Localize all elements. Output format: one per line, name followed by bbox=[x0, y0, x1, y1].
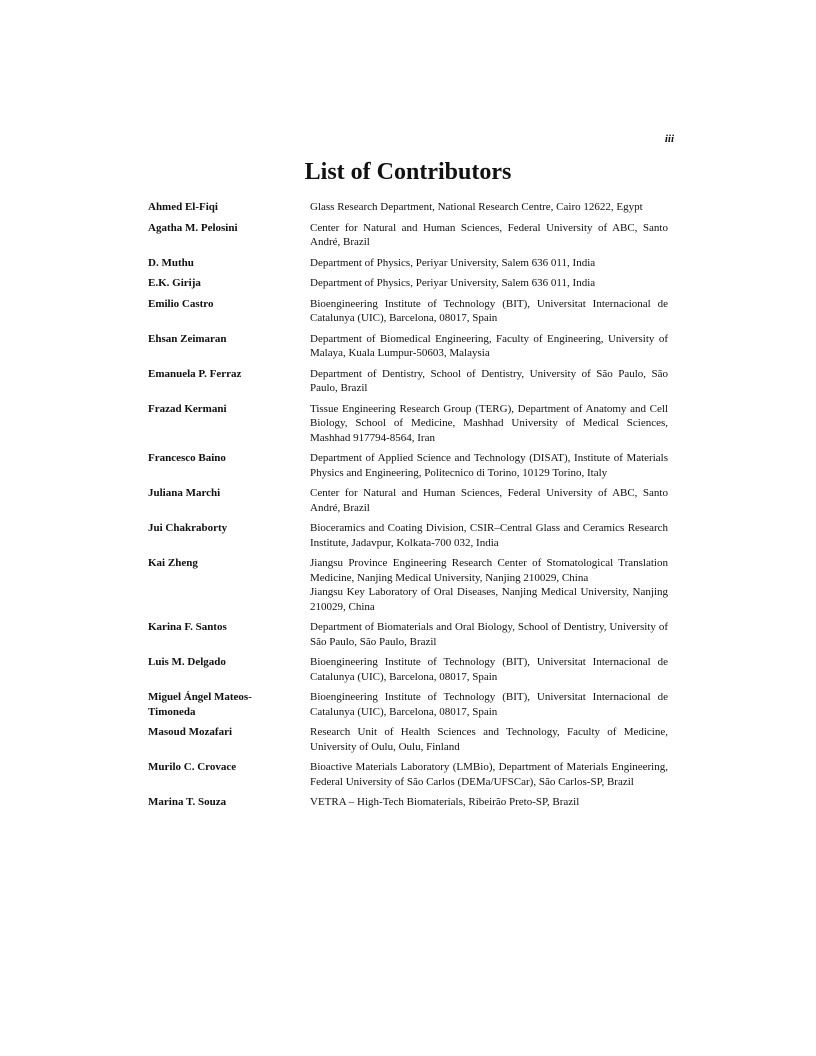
affiliation: Department of Dentistry, School of Dentistry, University of São Paulo, São Paulo, Brazil bbox=[310, 367, 668, 394]
contributor-entry bbox=[148, 221, 668, 250]
contributor-list bbox=[148, 200, 668, 816]
affiliation: Glass Research Department, National Research Centre, Cairo 12622, Egypt bbox=[310, 201, 643, 213]
contributor-name: Frazad Kermani bbox=[148, 402, 227, 415]
contributor-name: Juliana Marchi bbox=[148, 487, 221, 499]
contributor-entry bbox=[148, 725, 668, 754]
affiliation: Center for Natural and Human Sciences, Federal University of ABC, Santo André, Brazil bbox=[310, 487, 668, 514]
contributor-affiliations bbox=[310, 367, 668, 396]
affiliation: Center for Natural and Human Sciences, Federal University of ABC, Santo André, Brazil bbox=[310, 221, 668, 248]
affiliation: Bioengineering Institute of Technology (BIT), Universitat Internacional de Catalunya (UIC), Barcelona, 08017, Spain bbox=[310, 691, 668, 718]
contributor-affiliations bbox=[310, 486, 668, 515]
contributor-name: Marina T. Souza bbox=[148, 796, 227, 808]
contributor-name: Masoud Mozafari bbox=[148, 726, 233, 738]
contributor-name: Ehsan Zeimaran bbox=[148, 332, 227, 345]
contributor-name: Murilo C. Crovace bbox=[148, 761, 237, 773]
affiliation: Department of Biomedical Engineering, Faculty of Engineering, University of Malaya, Kuala Lumpur-50603, Malaysia bbox=[310, 332, 668, 359]
affiliation: Research Unit of Health Sciences and Technology, Faculty of Medicine, University of Oulu, Oulu, Finland bbox=[310, 726, 668, 753]
contributor-affiliations bbox=[310, 655, 668, 684]
contributor-name: Karina F. Santos bbox=[148, 621, 227, 633]
contributor-entry bbox=[148, 200, 668, 215]
contributor-affiliations bbox=[310, 521, 668, 550]
contributor-affiliations bbox=[310, 760, 668, 789]
contributor-entry bbox=[148, 795, 668, 810]
contributor-name: Agatha M. Pelosini bbox=[148, 221, 238, 234]
contributor-entry bbox=[148, 760, 668, 789]
contributor-affiliations bbox=[310, 332, 668, 361]
affiliation: Bioengineering Institute of Technology (BIT), Universitat Internacional de Catalunya (UIC), Barcelona, 08017, Spain bbox=[310, 656, 668, 683]
contributor-name: Emilio Castro bbox=[148, 297, 214, 310]
contributor-entry bbox=[148, 620, 668, 649]
contributor-affiliations bbox=[310, 725, 668, 754]
contributor-affiliations bbox=[310, 556, 668, 614]
contributor-name: E.K. Girija bbox=[148, 277, 201, 289]
contributor-affiliations bbox=[310, 402, 668, 446]
affiliation: Bioactive Materials Laboratory (LMBio), Department of Materials Engineering, Federal University of São Carlos (DEMa/UFSCar), São Carlos-SP, Brazil bbox=[310, 761, 668, 788]
contributor-entry bbox=[148, 256, 668, 271]
affiliation: Jiangsu Province Engineering Research Center of Stomatological Translation Medicine, Nanjing Medical University, Nanjing 210029, China bbox=[310, 557, 668, 584]
contributor-name: Francesco Baino bbox=[148, 452, 226, 464]
contributor-name: Emanuela P. Ferraz bbox=[148, 367, 242, 380]
contributor-affiliations bbox=[310, 297, 668, 326]
affiliation: Jiangsu Key Laboratory of Oral Diseases, Nanjing Medical University, Nanjing 210029, China bbox=[310, 586, 668, 613]
affiliation: Department of Physics, Periyar University, Salem 636 011, India bbox=[310, 256, 596, 269]
contributor-name: Ahmed El-Fiqi bbox=[148, 201, 218, 213]
contributor-entry bbox=[148, 521, 668, 550]
contributor-entry bbox=[148, 402, 668, 446]
contributor-affiliations bbox=[310, 256, 668, 271]
contributor-entry bbox=[148, 367, 668, 396]
page-number: iii bbox=[664, 133, 674, 145]
page-title: List of Contributors bbox=[304, 159, 512, 185]
affiliation: Department of Applied Science and Technology (DISAT), Institute of Materials Physics and Engineering, Politecnico di Torino, 10129 Torino, Italy bbox=[310, 452, 668, 479]
affiliation: Bioceramics and Coating Division, CSIR–Central Glass and Ceramics Research Institute, Jadavpur, Kolkata-700 032, India bbox=[310, 522, 668, 549]
contributor-name: Miguel Ángel Mateos-Timoneda bbox=[148, 691, 252, 718]
affiliation: Department of Biomaterials and Oral Biology, School of Dentistry, University of São Paulo, São Paulo, Brazil bbox=[310, 621, 668, 648]
contributor-entry bbox=[148, 486, 668, 515]
contributor-name: Luis M. Delgado bbox=[148, 656, 226, 668]
contributor-affiliations bbox=[310, 690, 668, 719]
contributor-affiliations bbox=[310, 276, 668, 291]
contributor-affiliations bbox=[310, 221, 668, 250]
affiliation: Tissue Engineering Research Group (TERG), Department of Anatomy and Cell Biology, School of Medicine, Mashhad University of Medical Sciences, Mashhad 917794-8564, Iran bbox=[310, 402, 668, 444]
contributor-entry bbox=[148, 332, 668, 361]
contributor-affiliations bbox=[310, 451, 668, 480]
contributor-entry bbox=[148, 297, 668, 326]
contributor-entry bbox=[148, 556, 668, 614]
contributor-entry bbox=[148, 655, 668, 684]
contributor-affiliations bbox=[310, 200, 668, 215]
contributor-entry bbox=[148, 451, 668, 480]
contributor-entry bbox=[148, 276, 668, 291]
affiliation: Department of Physics, Periyar University, Salem 636 011, India bbox=[310, 277, 596, 289]
contributor-affiliations bbox=[310, 620, 668, 649]
contributor-name: D. Muthu bbox=[148, 256, 194, 269]
affiliation: Bioengineering Institute of Technology (BIT), Universitat Internacional de Catalunya (UIC), Barcelona, 08017, Spain bbox=[310, 297, 668, 324]
contributor-affiliations bbox=[310, 795, 668, 810]
affiliation: VETRA – High-Tech Biomaterials, Ribeirão Preto-SP, Brazil bbox=[310, 796, 580, 808]
contributor-name: Jui Chakraborty bbox=[148, 522, 228, 534]
contributor-name: Kai Zheng bbox=[148, 557, 198, 569]
contributor-entry bbox=[148, 690, 668, 719]
